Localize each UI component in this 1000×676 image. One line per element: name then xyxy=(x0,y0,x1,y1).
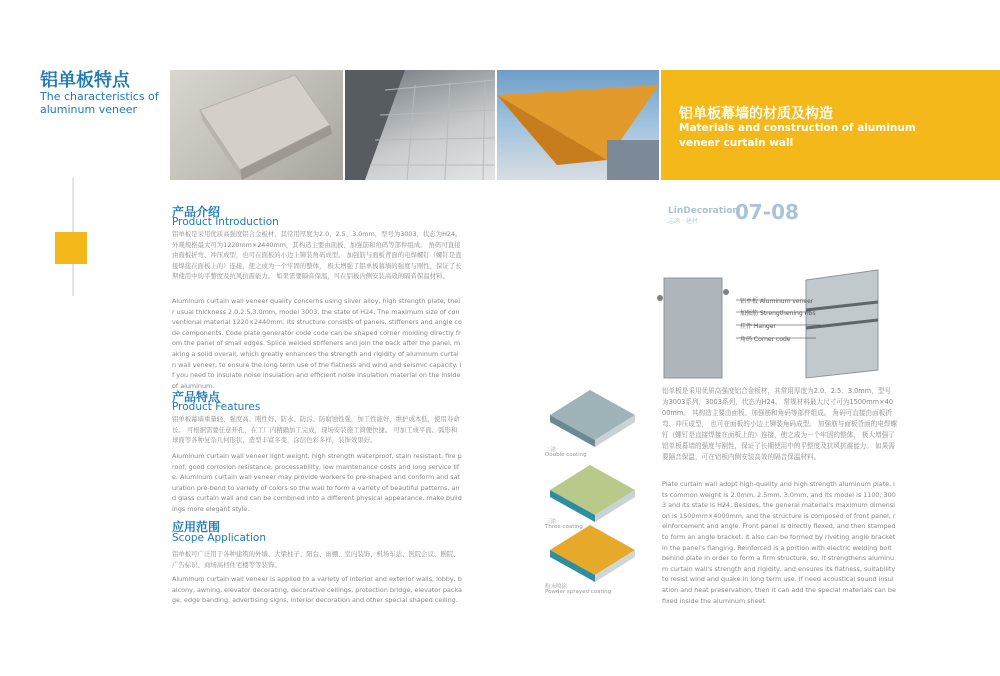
banner-title-en-line2: veneer curtain wall xyxy=(679,137,794,149)
building-photo xyxy=(345,70,495,180)
banner-title-en-line1: Materials and construction of aluminum xyxy=(679,122,916,134)
coating-layer-diagrams xyxy=(540,385,640,595)
page-title: 铝单板特点 xyxy=(40,70,130,91)
section-title-scope-en: Scope Application xyxy=(172,532,266,544)
layer-label-double-cn: 二涂 xyxy=(545,447,557,453)
panel-label-corner: 角码 Corner code xyxy=(740,336,791,343)
page-subtitle: The characteristics of aluminum veneer xyxy=(40,90,159,116)
decorative-square xyxy=(55,232,87,264)
intro-paragraph-en: Aluminum curtain wall veneer quality concerns using silver alloy, high strength plate, their usual thickness 2.0,2.5,3.0mm, model 3003, the state of H24. The maximum size of conventional material 1220×2440mm. Its structure consists of panels, stiffeners and angle code components. Code plate generator code code can be shaped corner molding directly from the panel of small edges. Splice welded stiffeners and join the back after the panel, making a solid overall, which greatly enhances the strength and rigidity of aluminum curtain wall veneer, to ensure the long term use of the flatness and wind and seismic capacity. If you need to insulate noise insulation and efficient noise insulation material on the inside of aluminum. xyxy=(172,297,462,390)
intro-paragraph-cn: 铝单板是采用优质高强度铝合金板材，其常用厚度为2.0、2.5、3.0mm，型号为3003，状态为H24。 外观规格最大可为1220mm×2440mm，其构造主要由面板、加强筋和角码等部件组成。 角码可直接由面板折弯、冲压成型，也可在面板的小边上铆装角码成型。 加强筋与面板背面的电焊螺钉（螺钉是直接焊接在面板上的）连接，使之成为一个牢固的整体， 极大增强了铝单板幕墙的强度与刚性，保证了长期使用中的平整度及抗风抗震能力。 如果需要隔音保温，可在铝板内侧安装高效的隔音保温材料。 xyxy=(172,230,462,281)
section-title-intro-cn: 产品介绍 xyxy=(172,205,221,219)
right-paragraph-cn: 铝单板是采用优质高强度铝合金板材，其常用厚度为2.0、2.5、3.0mm，型号为3003系列，3003系列，状态为H24。 常规材料最大尺寸可为1500mm×4000mm。 其构造主要由面板、加强筋和角码等部件组成。 角码可直接由面板折弯、冲压成型， 也可在面板的小边上铆装角码成型。 加强筋与面板背面的电焊螺钉（螺钉是直接焊接在面板上的）连接，使之成为一个牢固的整体， 极大增强了铝单板幕墙的强度与刚性，保证了长期使用中的平整度及抗风抗震能力。 如果需要隔音保温，可在铝板内侧安装高效的隔音保温材料。 xyxy=(662,387,897,461)
roof-structure-illustration xyxy=(497,70,659,180)
section-title-scope-cn: 应用范围 xyxy=(172,520,221,534)
aluminum-panel-photo xyxy=(170,70,343,180)
brand-name-en: LinDecoration xyxy=(668,206,739,216)
scope-paragraph-en: Aluminum curtain wall veneer is applied to a variety of interior and exterior walls, lobby, balcony, awning, elevator decorating, decorative ceilings, protection bridge, elevator package, edge banding, advertising signs, interior decoration and other special shaped ceiling. xyxy=(172,575,462,605)
layer-diagram-double xyxy=(550,390,635,447)
banner-title-cn: 铝单板幕墙的材质及构造 xyxy=(679,106,833,122)
page-numbers: 07-08 xyxy=(735,200,799,224)
section-title-features-cn: 产品特点 xyxy=(172,390,221,404)
features-paragraph-cn: 铝单板幕墙重量轻、强度高、刚性好、防水、防污、防腐蚀性强，加工性能好，维护成本低，使用寿命长。 可根据需要任意开孔，在工厂内精确加工完成，现场安装施工简便快捷。 可加工成平面、弧形和球面等各种复杂几何形状，造型丰富多变，涂层色彩多样，装饰效果好。 xyxy=(172,415,460,445)
section-title-features-en: Product Features xyxy=(172,401,261,413)
layer-label-powder-en: Powder sprayed coating xyxy=(545,589,612,595)
features-paragraph-en: Aluminum curtain wall veneer light weight, high strength waterproof, stain resistant, fire proof, good corrosion resistance, processability, low maintenance costs and long service life. Aluminum curtain wall veneer may provide workers to pre-shaped and conform and saturation pre-bend to variety of colors so the wall to form a variety of beautiful patterns, and glass curtain wall and can be combined into a different physical appearance, make buildings more elegant style. xyxy=(172,452,462,513)
section-title-intro-en: Product Introduction xyxy=(172,216,279,228)
building-facade-illustration xyxy=(345,70,495,180)
corner-code-icon xyxy=(723,289,729,295)
layer-label-powder-cn: 粉末喷涂 xyxy=(545,584,568,590)
panel-label-ribs: 加强筋 Strengthening ribs xyxy=(740,310,816,317)
corner-code-icon xyxy=(657,295,663,301)
aluminum-panel-illustration xyxy=(170,70,343,180)
layer-label-three-cn: 三涂 xyxy=(545,519,557,525)
panel-label-veneer: 铝单板 Aluminum veneer xyxy=(740,298,814,305)
layer-label-double-en: Double coating xyxy=(545,452,587,458)
layer-diagram-three xyxy=(550,465,635,522)
orange-roof-photo xyxy=(497,70,659,180)
layer-diagram-powder xyxy=(550,525,635,582)
scope-paragraph-cn: 铝单板可广泛用于各种建筑的外墙、大梁柱子、阳台、雨棚、室内装饰、机场车站、医院会议、剧院、广告标识、商场高档住宅楼等等装饰。 xyxy=(172,550,460,569)
panel-label-hanger: 挂件 Hanger xyxy=(740,323,776,330)
layer-label-three-en: Three coating xyxy=(545,524,583,530)
brand-name-cn: 志鸿 · 建材 xyxy=(668,218,698,225)
panel-front xyxy=(664,278,722,378)
right-paragraph-en: Plate curtain wall adopt high-quality and high strength aluminum plate, its common weight is 2.0mm, 2.5mm, 3.0mm, and its model is 1100, 3003 and its state is H24, Besides, the general material's maximum dimension is 1500mm×4000mm, and the structure is composed of front panel, reinforcement and angle. Front panel is directly flexed, and then stamped to form an angle bracket, it also can be formed by riveting angle bracket in the panel's flanging. Reinforced is a portion with electric welding bolt behind plate in order to form a firm structure, so, it strengthens aluminum curtain wall's strength and rigidity, and ensures its flatness, suitability to resist wind and quake in long term use. If need acoustical sound insulation and heat preservation, then it can add the special materials can be fixed inside the aluminum sheet. xyxy=(662,480,896,605)
